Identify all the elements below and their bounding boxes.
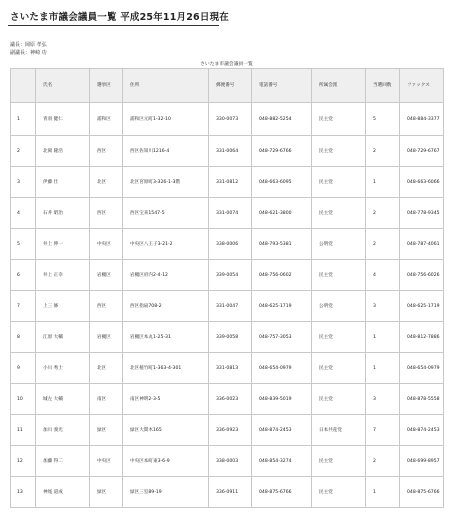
row-number-cell: 12 [11,446,36,477]
party-cell: 民主党 [312,198,366,229]
fax-number-cell: 048-625-1719 [400,291,444,322]
table-header-row [11,69,444,103]
party-cell: 民主党 [312,353,366,384]
postal-code-cell: 331-0047 [209,291,252,322]
table-row [11,167,444,198]
row-number-cell: 11 [11,415,36,446]
column-header-district: 選挙区 [90,69,123,103]
phone-number-cell: 048-756-0602 [252,260,312,291]
member-name-cell: 加川 義光 [36,415,90,446]
row-number-cell: 9 [11,353,36,384]
terms-count-cell: 3 [366,384,400,415]
vice-chairperson-line: 副議長：神崎 功 [10,50,47,56]
member-name-cell: 小川 秀士 [36,353,90,384]
address-cell: 西区宝来1547-5 [123,198,209,229]
party-cell: 民主党 [312,260,366,291]
column-header-name: 氏名 [36,69,90,103]
member-name-cell: 加藤 得二 [36,446,90,477]
party-cell: 民主党 [312,446,366,477]
table-row [11,415,444,446]
member-name-cell: 上三 修 [36,291,90,322]
address-cell: 北区宮原町3-326-1-3階 [123,167,209,198]
row-number-cell: 8 [11,322,36,353]
postal-code-cell: 336-0911 [209,477,252,508]
address-cell: 岩槻区府内2-4-12 [123,260,209,291]
postal-code-cell: 331-0074 [209,198,252,229]
address-cell: 中央区八王子3-21-2 [123,229,209,260]
terms-count-cell: 2 [366,136,400,167]
table-row [11,229,444,260]
phone-number-cell: 048-757-3053 [252,322,312,353]
party-cell: 民主党 [312,384,366,415]
fax-number-cell: 048-878-5558 [400,384,444,415]
district-cell: 中央区 [90,229,123,260]
terms-count-cell: 3 [366,291,400,322]
phone-number-cell: 048-875-6766 [252,477,312,508]
row-number-cell: 4 [11,198,36,229]
address-cell: 南区神明2-3-5 [123,384,209,415]
row-number-cell: 6 [11,260,36,291]
member-name-cell: 井上 正幸 [36,260,90,291]
terms-count-cell: 1 [366,353,400,384]
district-cell: 緑区 [90,415,123,446]
phone-number-cell: 048-663-6095 [252,167,312,198]
postal-code-cell: 331-0813 [209,353,252,384]
table-row [11,322,444,353]
party-cell: 民主党 [312,167,366,198]
address-cell: 緑区三室89-19 [123,477,209,508]
phone-number-cell: 048-839-5019 [252,384,312,415]
fax-number-cell: 048-729-6767 [400,136,444,167]
postal-code-cell: 338-0006 [209,229,252,260]
district-cell: 岩槻区 [90,260,123,291]
column-header-index [11,69,36,103]
row-number-cell: 5 [11,229,36,260]
column-header-fax: ファックス [400,69,444,103]
table-caption: さいたま市議会議員一覧 [200,62,253,67]
party-cell: 公明党 [312,291,366,322]
district-cell: 岩槻区 [90,322,123,353]
members-table [10,68,444,508]
member-name-cell: 北岡 隆浩 [36,136,90,167]
terms-count-cell: 5 [366,103,400,136]
party-cell: 民主党 [312,136,366,167]
column-header-phone: 電話番号 [252,69,312,103]
phone-number-cell: 048-854-3274 [252,446,312,477]
phone-number-cell: 048-793-5381 [252,229,312,260]
party-cell: 民主党 [312,322,366,353]
terms-count-cell: 1 [366,167,400,198]
members-table-body [11,103,444,508]
phone-number-cell: 048-729-6766 [252,136,312,167]
fax-number-cell: 048-778-9345 [400,198,444,229]
column-header-postal-code: 郵便番号 [209,69,252,103]
party-cell: 日本共産党 [312,415,366,446]
table-row [11,260,444,291]
member-name-cell: 石井 昭治 [36,198,90,229]
postal-code-cell: 338-0003 [209,446,252,477]
member-name-cell: 神尾 道成 [36,477,90,508]
table-row [11,353,444,384]
row-number-cell: 3 [11,167,36,198]
phone-number-cell: 048-625-1719 [252,291,312,322]
member-name-cell: 江原 大輔 [36,322,90,353]
party-cell: 公明党 [312,229,366,260]
terms-count-cell: 2 [366,446,400,477]
phone-number-cell: 048-874-2453 [252,415,312,446]
district-cell: 緑区 [90,477,123,508]
address-cell: 緑区大間木165 [123,415,209,446]
column-header-party: 所属会派 [312,69,366,103]
chairperson-line: 議長：岡原 孝弘 [10,42,47,48]
row-number-cell: 1 [11,103,36,136]
fax-number-cell: 048-812-7886 [400,322,444,353]
address-cell: 浦和区元町1-32-10 [123,103,209,136]
row-number-cell: 2 [11,136,36,167]
district-cell: 北区 [90,167,123,198]
page-title: さいたま市議会議員一覧 平成25年11月26日現在 [10,12,229,23]
postal-code-cell: 330-0073 [209,103,252,136]
table-row [11,384,444,415]
terms-count-cell: 4 [366,260,400,291]
postal-code-cell: 331-0812 [209,167,252,198]
title-underline [8,25,219,26]
terms-count-cell: 1 [366,322,400,353]
fax-number-cell: 048-699-8957 [400,446,444,477]
table-row [11,136,444,167]
row-number-cell: 10 [11,384,36,415]
address-cell: 岩槻区本丸1-25-31 [123,322,209,353]
phone-number-cell: 048-882-5254 [252,103,312,136]
terms-count-cell: 2 [366,198,400,229]
address-cell: 中央区本町東3-6-9 [123,446,209,477]
district-cell: 南区 [90,384,123,415]
postal-code-cell: 339-0058 [209,322,252,353]
fax-number-cell: 048-874-2453 [400,415,444,446]
terms-count-cell: 1 [366,477,400,508]
terms-count-cell: 2 [366,229,400,260]
district-cell: 北区 [90,353,123,384]
postal-code-cell: 336-0923 [209,415,252,446]
district-cell: 西区 [90,291,123,322]
phone-number-cell: 048-654-0979 [252,353,312,384]
member-name-cell: 伊藤 仕 [36,167,90,198]
fax-number-cell: 048-884-3377 [400,103,444,136]
row-number-cell: 13 [11,477,36,508]
fax-number-cell: 048-875-6766 [400,477,444,508]
table-row [11,446,444,477]
phone-number-cell: 048-621-3800 [252,198,312,229]
member-name-cell: 井上 伸一 [36,229,90,260]
member-name-cell: 城左 大輔 [36,384,90,415]
district-cell: 浦和区 [90,103,123,136]
district-cell: 中央区 [90,446,123,477]
postal-code-cell: 336-0023 [209,384,252,415]
fax-number-cell: 048-787-4061 [400,229,444,260]
fax-number-cell: 048-654-0979 [400,353,444,384]
row-number-cell: 7 [11,291,36,322]
district-cell: 西区 [90,136,123,167]
postal-code-cell: 331-0064 [209,136,252,167]
terms-count-cell: 7 [366,415,400,446]
party-cell: 民主党 [312,477,366,508]
district-cell: 西区 [90,198,123,229]
fax-number-cell: 048-756-6026 [400,260,444,291]
table-row [11,103,444,136]
address-cell: 西区佐知川1216-4 [123,136,209,167]
member-name-cell: 青羽 健仁 [36,103,90,136]
party-cell: 民主党 [312,103,366,136]
table-row [11,198,444,229]
column-header-address: 住所 [123,69,209,103]
column-header-terms: 当選回数 [366,69,400,103]
address-cell: 西区指扇708-2 [123,291,209,322]
address-cell: 北区植竹町1-363-4-301 [123,353,209,384]
table-row [11,477,444,508]
table-row [11,291,444,322]
fax-number-cell: 048-663-6066 [400,167,444,198]
postal-code-cell: 339-0054 [209,260,252,291]
